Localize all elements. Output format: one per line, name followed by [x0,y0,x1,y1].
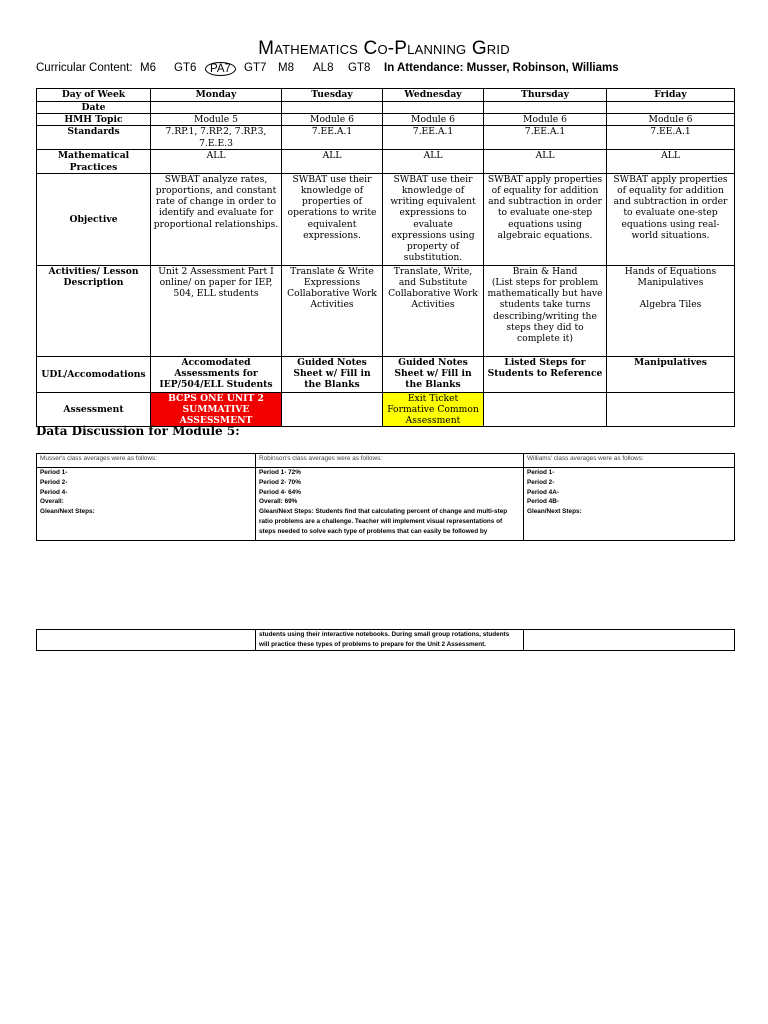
robinson-line: Period 4- 64% [259,488,301,496]
cell: Module 5 [151,114,282,126]
col-tuesday: Tuesday [282,89,383,102]
williams-line: Glean/Next Steps: [527,508,582,516]
cell: Guided Notes Sheet w/ Fill in the Blanks [282,356,383,392]
discussion-header-row [37,454,735,468]
cell: ALL [282,150,383,173]
course-gt6: GT6 [174,62,197,74]
data-discussion-heading: Data Discussion for Module 5: [36,424,240,438]
cell: Translate, Write, and Substitute Collaborative Work Activities [383,265,484,356]
cell: SWBAT apply properties of equality for addition and subtraction in order to evaluate one-step equations using algebraic equations. [484,173,607,265]
cell: ALL [607,150,735,173]
williams-line: Period 4B- [527,498,559,506]
musser-averages [37,468,256,541]
williams-continued [524,630,735,651]
musser-line: Period 1- [40,469,68,476]
robinson-line: Period 2- 70% [259,478,301,486]
cell [282,392,383,427]
header-line [36,60,736,78]
williams-line: Period 1- [527,469,555,476]
row-label: Objective [37,173,151,265]
cell [607,392,735,427]
cell: Unit 2 Assessment Part I online/ on paper for IEP, 504, ELL students [151,265,282,356]
grid-header-row [37,89,735,102]
williams-header: Williams' class averages were as follows: [524,454,735,468]
cell: Hands of Equations Manipulatives Algebra Tiles [607,265,735,356]
cell: Module 6 [282,114,383,126]
course-m6: M6 [140,62,156,74]
williams-line: Period 2- [527,478,555,486]
cell: ALL [383,150,484,173]
course-gt8: GT8 [348,62,371,74]
planning-grid [36,88,735,427]
data-discussion-continued-table [36,629,735,651]
row-standards [37,126,735,150]
row-label: Date [37,102,151,114]
discussion-body-row [37,468,735,541]
page-title: Mathematics Co-Planning Grid [258,38,510,59]
row-label: UDL/Accomodations [37,356,151,392]
cell: 7.EE.A.1 [484,126,607,150]
cell: Accomodated Assessments for IEP/504/ELL Students [151,356,282,392]
musser-line: Period 4- [40,488,68,496]
robinson-line: Overall: 69% [259,498,298,506]
row-date [37,102,735,114]
cell [484,392,607,427]
cell: Module 6 [607,114,735,126]
cell: Module 6 [484,114,607,126]
cell: SWBAT apply properties of equality for addition and subtraction in order to evaluate one-step equations using real-world situations. [607,173,735,265]
musser-continued [37,630,256,651]
musser-line: Overall: [40,498,64,506]
col-thursday: Thursday [484,89,607,102]
row-activities [37,265,735,356]
course-m8: M8 [278,62,294,74]
cell: SWBAT use their knowledge of writing equivalent expressions to evaluate expressions using property of substitution. [383,173,484,265]
course-pa7-circled: PA7 [205,62,236,76]
cell [151,102,282,114]
col-monday: Monday [151,89,282,102]
row-label: HMH Topic [37,114,151,126]
row-label: Mathematical Practices [37,150,151,173]
cell [484,102,607,114]
course-al8: AL8 [313,62,334,74]
cell: ALL [484,150,607,173]
cell: SWBAT analyze rates, proportions, and constant rate of change in order to identify and evaluate for proportional relationships. [151,173,282,265]
summative-assessment-cell: BCPS ONE UNIT 2 SUMMATIVE ASSESSMENT [151,392,282,427]
course-gt7: GT7 [244,62,267,74]
cell: Module 6 [383,114,484,126]
row-objective [37,173,735,265]
cell: 7.RP.1, 7.RP.2, 7.RP.3, 7.E.E.3 [151,126,282,150]
cell: 7.EE.A.1 [383,126,484,150]
formative-assessment-cell: Exit Ticket Formative Common Assessment [383,392,484,427]
robinson-header: Robinson's class averages were as follows: [256,454,524,468]
cell: Translate & Write Expressions Collaborative Work Activities [282,265,383,356]
robinson-line: Glean/Next Steps: Students find that calculating percent of change and multi-step ratio problems are a challenge. Teacher will implement visual representations of steps needed to solve each type of problems that can easily be followed by [259,508,508,535]
musser-line: Glean/Next Steps: [40,508,95,516]
robinson-averages [256,468,524,541]
williams-line: Period 4A- [527,488,559,496]
row-assessment [37,392,735,427]
musser-line: Period 2- [40,478,68,486]
robinson-line: Period 1- 72% [259,469,301,476]
cell: Listed Steps for Students to Reference [484,356,607,392]
cell: ALL [151,150,282,173]
row-mathematical-practices [37,150,735,173]
cell: Guided Notes Sheet w/ Fill in the Blanks [383,356,484,392]
row-label: Assessment [37,392,151,427]
row-label: Activities/ Lesson Description [37,265,151,356]
attendance: In Attendance: Musser, Robinson, Williams [384,62,619,74]
row-label: Standards [37,126,151,150]
row-udl-accomodations [37,356,735,392]
curricular-content-label: Curricular Content: [36,62,133,74]
cell [383,102,484,114]
col-friday: Friday [607,89,735,102]
row-hmh-topic [37,114,735,126]
data-discussion-table [36,453,735,541]
discussion-continued-row [37,630,735,651]
robinson-continued: students using their interactive notebooks. During small group rotations, students will practice these types of problems to prepare for the Unit 2 Assessment. [256,630,524,651]
cell [282,102,383,114]
cell: SWBAT use their knowledge of properties of operations to write equivalent expressions. [282,173,383,265]
col-day-of-week: Day of Week [37,89,151,102]
cell [607,102,735,114]
cell: 7.EE.A.1 [282,126,383,150]
cell: Manipulatives [607,356,735,392]
williams-averages [524,468,735,541]
col-wednesday: Wednesday [383,89,484,102]
cell: Brain & Hand (List steps for problem mathematically but have students take turns describing/writing the steps they did to complete it) [484,265,607,356]
musser-header: Musser's class averages were as follows: [37,454,256,468]
cell: 7.EE.A.1 [607,126,735,150]
